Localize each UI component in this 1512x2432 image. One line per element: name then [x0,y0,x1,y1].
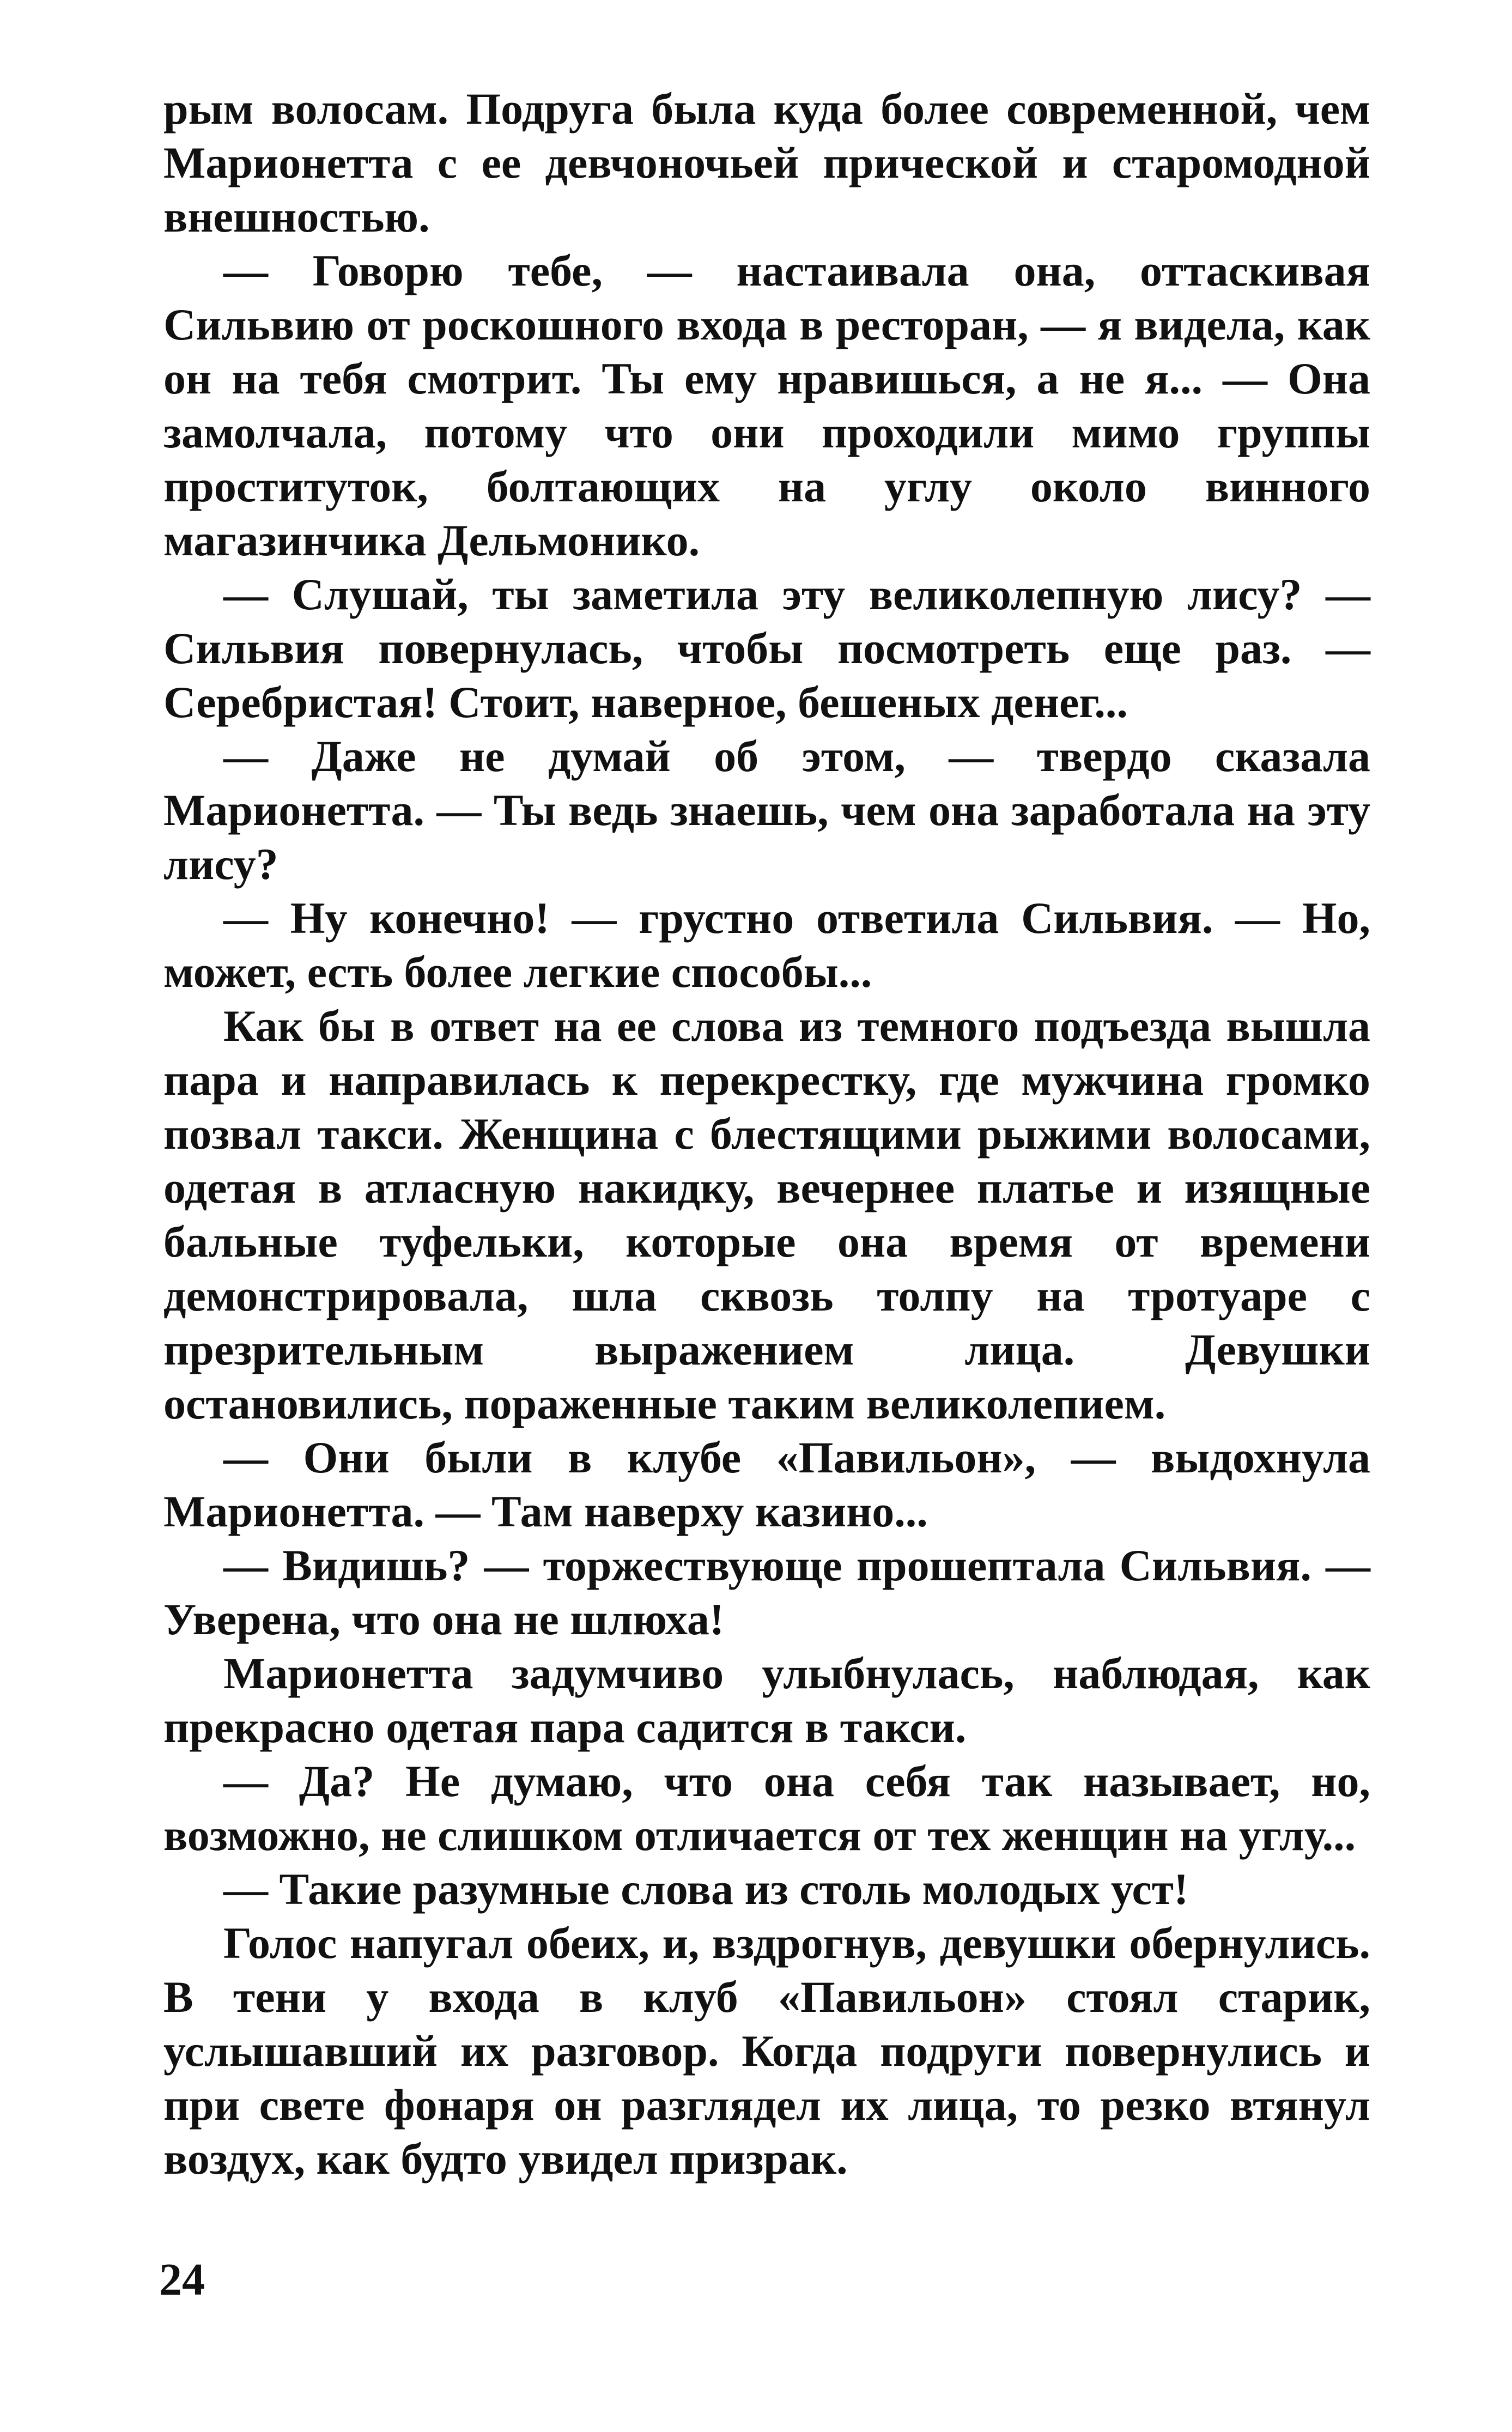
paragraph: — Такие разумные слова из столь молодых уст! [223,1864,1189,1914]
page-number: 24 [159,2254,205,2305]
paragraph: — Говорю тебе, — настаивала она, оттаскивая Сильвию от роскошного входа в ресторан, — я видела, как он на тебя смотрит. Ты ему нравишься, а не я... — Она замолчала, потому что они проходили мимо группы проституток, болтающих на углу около винного магазинчика Дельмонико. [163,246,1370,565]
paragraph: — Видишь? — торжествующе прошептала Сильвия. — Уверена, что она не шлюха! [163,1541,1370,1644]
paragraph: Марионетта задумчиво улыбнулась, наблюдая, как прекрасно одетая пара садится в такси. [163,1648,1370,1752]
paragraph: — Слушай, ты заметила эту великолепную лису? — Сильвия повернулась, чтобы посмотреть еще раз. — Серебристая! Стоит, наверное, бешеных денег... [163,569,1370,727]
body-text [163,82,1370,2186]
paragraph: — Даже не думай об этом, — твердо сказала Марионетта. — Ты ведь знаешь, чем она заработала на эту лису? [163,731,1370,889]
paragraph: рым волосам. Подруга была куда более современной, чем Марионетта с ее девчоночьей прической и старомодной внешностью. [163,84,1370,241]
paragraph: — Они были в клубе «Павильон», — выдохнула Марионетта. — Там наверху казино... [163,1433,1370,1536]
paragraph: Как бы в ответ на ее слова из темного подъезда вышла пара и направилась к перекрестку, где мужчина громко позвал такси. Женщина с блестящими рыжими волосами, одетая в атласную накидку, вечернее платье и изящные бальные туфельки, которые она время от времени демонстрировала, шла сквозь толпу на тротуаре с презрительным выражением лица. Девушки остановились, пораженные таким великолепием. [163,1001,1370,1428]
paragraph: — Да? Не думаю, что она себя так называет, но, возможно, не слишком отличается от тех женщин на углу... [163,1756,1370,1860]
paragraph: — Ну конечно! — грустно ответила Сильвия. — Но, может, есть более легкие способы... [163,893,1370,997]
paragraph: Голос напугал обеих, и, вздрогнув, девушки обернулись. В тени у входа в клуб «Павильон» стоял старик, услышавший их разговор. Когда подруги повернулись и при свете фонаря он разглядел их лица, то резко втянул воздух, как будто увидел призрак. [163,1918,1370,2184]
